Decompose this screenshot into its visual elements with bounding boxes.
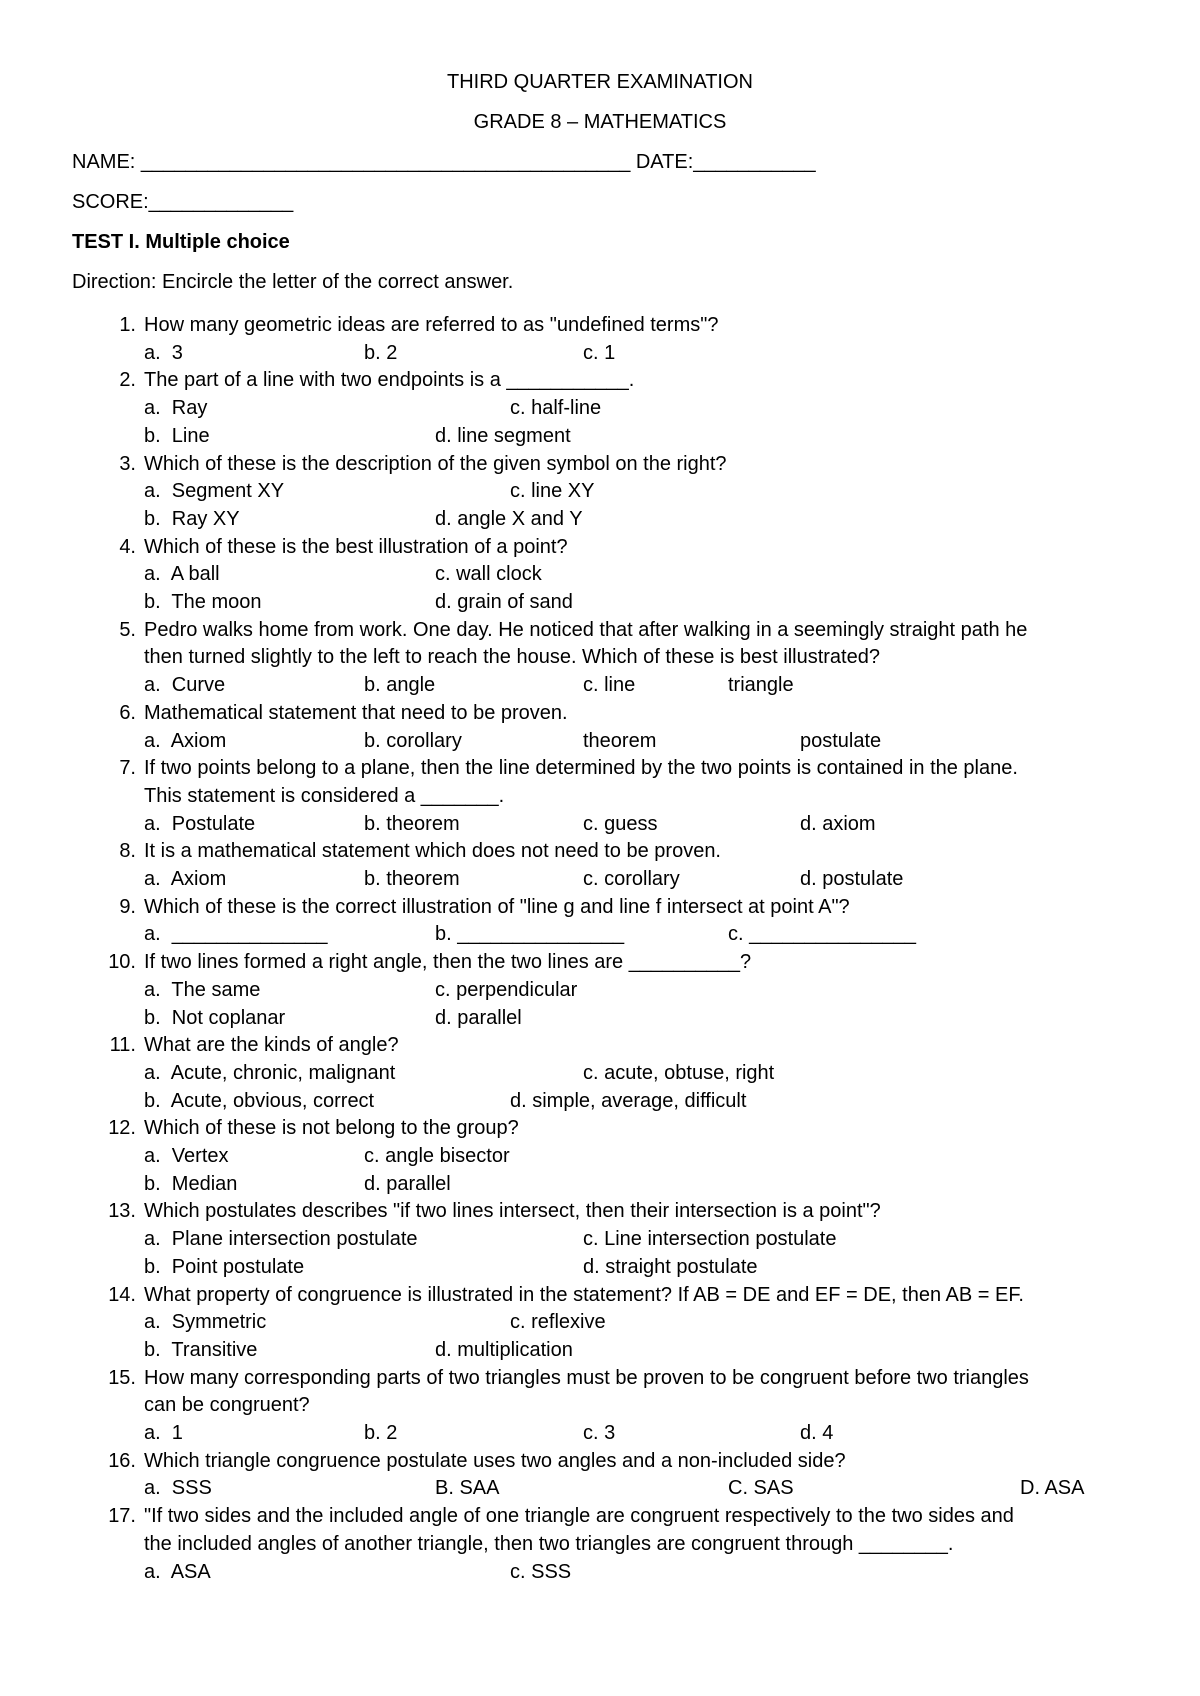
answer-option[interactable]: triangle: [728, 674, 794, 697]
answer-option[interactable]: b. Line: [144, 424, 210, 447]
answer-option[interactable]: a. Vertex: [144, 1145, 229, 1167]
test-heading: TEST I. Multiple choice: [72, 231, 290, 253]
answer-option[interactable]: b. Ray XY: [144, 507, 240, 530]
answer-option[interactable]: d. postulate: [800, 868, 904, 890]
question-text: It is a mathematical statement which does not need to be proven.: [144, 840, 721, 863]
answer-option[interactable]: c. half-line: [510, 397, 602, 420]
answer-option[interactable]: a. Plane intersection postulate: [144, 1228, 418, 1251]
answer-option[interactable]: b. _______________: [435, 923, 625, 946]
answer-option[interactable]: b. Transitive: [144, 1338, 258, 1361]
exam-subtitle: GRADE 8 – MATHEMATICS: [473, 111, 727, 133]
answer-option[interactable]: B. SAA: [435, 1477, 500, 1500]
answer-option[interactable]: b. Acute, obvious, correct: [144, 1089, 375, 1112]
answer-option[interactable]: a. Postulate: [144, 812, 256, 835]
question-text: How many corresponding parts of two triangles must be proven to be congruent before two triangles: [144, 1366, 1029, 1389]
direction-text: Direction: Encircle the letter of the correct answer.: [72, 271, 514, 293]
question-number: 11.: [109, 1034, 136, 1057]
question-text: Pedro walks home from work. One day. He noticed that after walking in a seemingly straight path he: [144, 618, 1028, 641]
answer-option[interactable]: d. 4: [800, 1422, 834, 1444]
question-text: Which of these is not belong to the group?: [144, 1117, 519, 1140]
answer-option[interactable]: c. Line intersection postulate: [583, 1228, 837, 1251]
question-text: If two points belong to a plane, then the line determined by the two points is contained in the plane.: [144, 757, 1018, 780]
question-number: 2.: [119, 369, 136, 392]
answer-option[interactable]: b. Median: [144, 1172, 238, 1195]
answer-option[interactable]: c. perpendicular: [435, 978, 578, 1001]
answer-option[interactable]: c. wall clock: [435, 563, 542, 586]
answer-option[interactable]: a. 1: [144, 1422, 183, 1444]
question-number: 16.: [108, 1449, 136, 1472]
answer-option[interactable]: a. 3: [144, 341, 183, 364]
question-number: 9.: [119, 895, 136, 918]
answer-option[interactable]: d. grain of sand: [435, 591, 573, 613]
answer-option[interactable]: c. angle bisector: [364, 1145, 510, 1167]
question-number: 15.: [108, 1366, 136, 1389]
answer-option[interactable]: a. A ball: [144, 563, 220, 586]
answer-option[interactable]: c. line: [583, 674, 636, 697]
question-text: This statement is considered a _______.: [144, 784, 505, 807]
question-text: then turned slightly to the left to reach the house. Which of these is best illustrated?: [144, 646, 880, 669]
answer-option[interactable]: c. guess: [583, 812, 658, 835]
question-text: Which of these is the best illustration of a point?: [144, 535, 568, 558]
question-text: Mathematical statement that need to be proven.: [144, 701, 568, 724]
answer-option[interactable]: b. Not coplanar: [144, 1006, 286, 1029]
question-text: Which triangle congruence postulate uses two angles and a non-included side?: [144, 1449, 846, 1472]
question-number: 5.: [119, 618, 136, 641]
question-text: What property of congruence is illustrated in the statement? If AB = DE and EF = DE, then AB = EF.: [144, 1283, 1024, 1306]
exam-title: THIRD QUARTER EXAMINATION: [447, 71, 753, 93]
answer-option[interactable]: D. ASA: [1020, 1477, 1085, 1500]
answer-option[interactable]: d. parallel: [364, 1172, 451, 1195]
question-number: 13.: [108, 1200, 136, 1223]
answer-option[interactable]: b. 2: [364, 1422, 398, 1444]
answer-option[interactable]: b. 2: [364, 341, 398, 364]
answer-option[interactable]: d. line segment: [435, 424, 571, 447]
question-text: can be congruent?: [144, 1394, 310, 1417]
answer-option[interactable]: a. Segment XY: [144, 480, 285, 503]
answer-option[interactable]: b. The moon: [144, 591, 262, 613]
answer-option[interactable]: a. The same: [144, 978, 261, 1001]
answer-option[interactable]: c. 3: [583, 1422, 616, 1444]
score-field[interactable]: SCORE:_____________: [72, 191, 294, 213]
question-number: 7.: [119, 757, 136, 780]
answer-option[interactable]: c. corollary: [583, 868, 680, 890]
question-number: 10.: [108, 951, 136, 974]
question-text: Which of these is the description of the given symbol on the right?: [144, 452, 727, 475]
answer-option[interactable]: C. SAS: [728, 1477, 794, 1500]
answer-option[interactable]: theorem: [583, 729, 657, 752]
answer-option[interactable]: a. Axiom: [144, 868, 227, 890]
answer-option[interactable]: b. theorem: [364, 812, 460, 835]
question-text: The part of a line with two endpoints is a ___________.: [144, 369, 635, 392]
answer-option[interactable]: d. multiplication: [435, 1338, 573, 1361]
answer-option[interactable]: d. parallel: [435, 1006, 522, 1029]
answer-option[interactable]: postulate: [800, 729, 882, 752]
answer-option[interactable]: d. axiom: [800, 812, 876, 835]
question-text: What are the kinds of angle?: [144, 1034, 399, 1057]
answer-option[interactable]: a. Ray: [144, 397, 208, 420]
answer-option[interactable]: a. ______________: [144, 923, 328, 946]
question-number: 6.: [119, 701, 136, 724]
answer-option[interactable]: a. SSS: [144, 1477, 212, 1500]
answer-option[interactable]: a. Symmetric: [144, 1311, 267, 1334]
answer-option[interactable]: d. simple, average, difficult: [510, 1089, 747, 1112]
question-text: Which postulates describes "if two lines intersect, then their intersection is a point"?: [144, 1200, 881, 1223]
question-text: Which of these is the correct illustration of "line g and line f intersect at point A"?: [144, 895, 850, 918]
question-number: 17.: [108, 1505, 136, 1528]
question-text: the included angles of another triangle, then two triangles are congruent through ________.: [144, 1532, 954, 1555]
answer-option[interactable]: a. Curve: [144, 674, 226, 697]
question-text: How many geometric ideas are referred to as "undefined terms"?: [144, 314, 719, 336]
name-date-field[interactable]: NAME: ____________________________________________ DATE:___________: [72, 151, 816, 173]
answer-option[interactable]: d. straight postulate: [583, 1255, 758, 1278]
question-number: 3.: [119, 452, 136, 475]
answer-option[interactable]: c. line XY: [510, 480, 595, 503]
question-number: 4.: [119, 535, 136, 558]
answer-option[interactable]: a. Acute, chronic, malignant: [144, 1061, 396, 1084]
answer-option[interactable]: c. _______________: [728, 923, 916, 946]
question-number: 8.: [119, 840, 136, 863]
answer-option[interactable]: b. Point postulate: [144, 1255, 305, 1278]
question-text: "If two sides and the included angle of one triangle are congruent respectively to the two sides and: [144, 1505, 1014, 1528]
answer-option[interactable]: a. Axiom: [144, 729, 227, 752]
answer-option[interactable]: c. reflexive: [510, 1311, 606, 1334]
question-number: 12.: [108, 1117, 136, 1140]
question-number: 14.: [108, 1283, 136, 1306]
answer-option[interactable]: b. angle: [364, 674, 436, 697]
answer-option[interactable]: c. SSS: [510, 1560, 572, 1583]
question-number: 1.: [119, 314, 136, 336]
answer-option[interactable]: c. acute, obtuse, right: [583, 1061, 775, 1084]
answer-option[interactable]: b. theorem: [364, 868, 460, 890]
answer-option[interactable]: d. angle X and Y: [435, 507, 583, 530]
question-text: If two lines formed a right angle, then the two lines are __________?: [144, 951, 752, 974]
answer-option[interactable]: a. ASA: [144, 1560, 211, 1583]
answer-option[interactable]: c. 1: [583, 341, 616, 364]
answer-option[interactable]: b. corollary: [364, 729, 462, 752]
